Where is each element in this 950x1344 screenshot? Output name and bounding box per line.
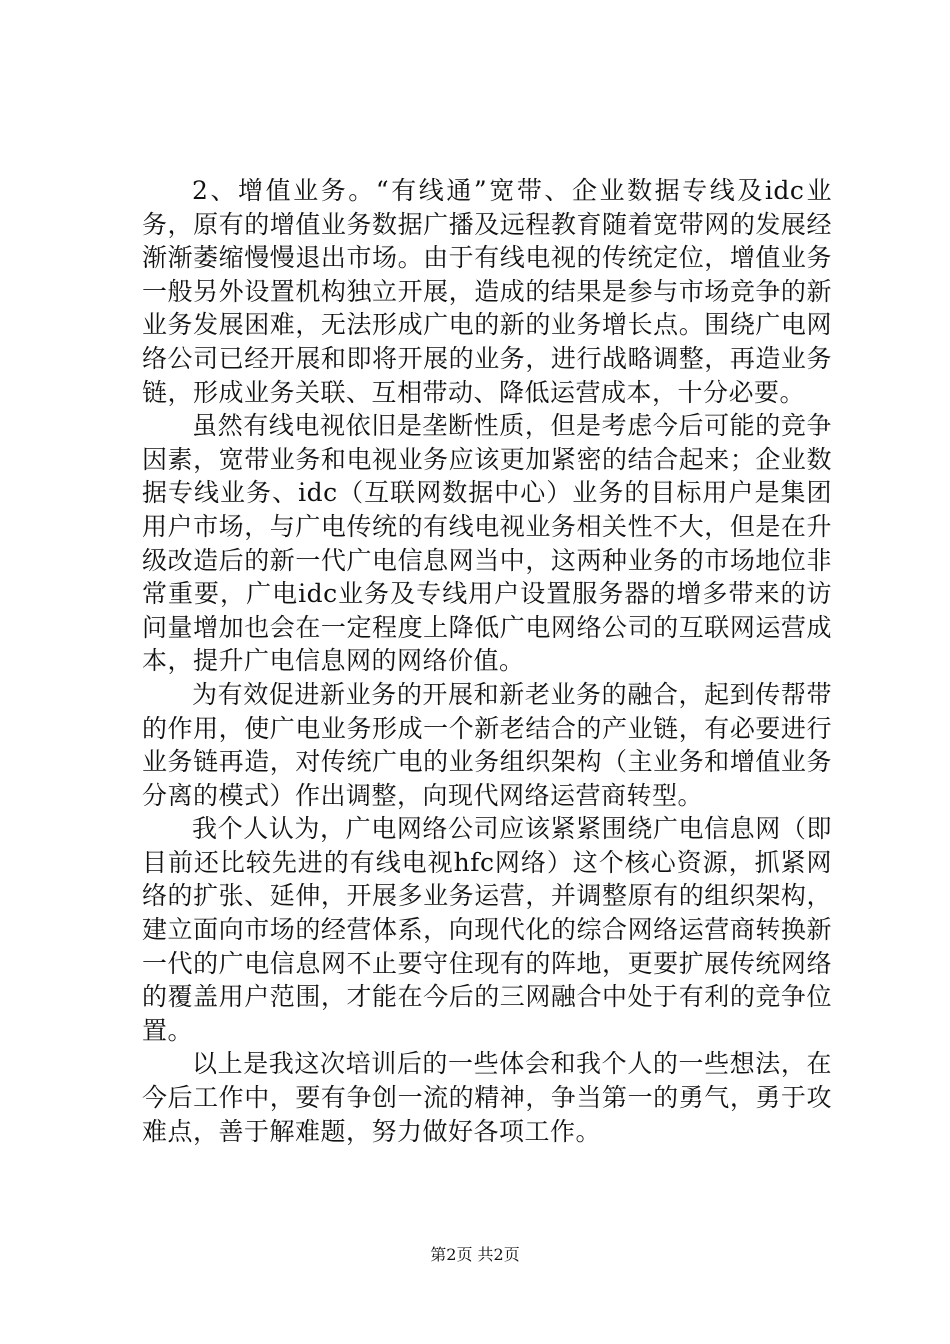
paragraph-business-chain: 为有效促进新业务的开展和新老业务的融合，起到传帮带的作用，使广电业务形成一个新老结合的产业链，有必要进行业务链再造，对传统广电的业务组织架构（主业务和增值业务分离的模式）作出调整，向现代网络运营商转型。 [142,679,832,810]
paragraph-value-added-services: 2、增值业务。“有线通”宽带、企业数据专线及idc业务，原有的增值业务数据广播及远程教育随着宽带网的发展经渐渐萎缩慢慢退出市场。由于有线电视的传统定位，增值业务一般另外设置机构独立开展，造成的结果是参与市场竞争的新业务发展困难，无法形成广电的新的业务增长点。围绕广电网络公司已经开展和即将开展的业务，进行战略调整，再造业务链，形成业务关联、互相带动、降低运营成本，十分必要。 [142,176,832,407]
page-footer: 第2页 共2页 [430,1245,520,1264]
paragraph-bundling-services: 虽然有线电视依旧是垄断性质，但是考虑今后可能的竞争因素，宽带业务和电视业务应该更加紧密的结合起来；企业数据专线业务、idc（互联网数据中心）业务的目标用户是集团用户市场，与广电传统的有线电视业务相关性不大，但是在升级改造后的新一代广电信息网当中，这两种业务的市场地位非常重要，广电idc业务及专线用户设置服务器的增多带来的访问量增加也会在一定程度上降低广电网络公司的互联网运营成本，提升广电信息网的网络价值。 [142,411,832,676]
document-body [142,174,832,1148]
paragraph-conclusion: 以上是我这次培训后的一些体会和我个人的一些想法，在今后工作中，要有争创一流的精神，争当第一的勇气，勇于攻难点，善于解难题，努力做好各项工作。 [142,1049,832,1146]
paragraph-personal-opinion: 我个人认为，广电网络公司应该紧紧围绕广电信息网（即目前还比较先进的有线电视hfc网络）这个核心资源，抓紧网络的扩张、延伸，开展多业务运营，并调整原有的组织架构，建立面向市场的经营体系，向现代化的综合网络运营商转换新一代的广电信息网不止要守住现有的阵地，更要扩展传统网络的覆盖用户范围，才能在今后的三网融合中处于有利的竞争位置。 [142,814,832,1045]
